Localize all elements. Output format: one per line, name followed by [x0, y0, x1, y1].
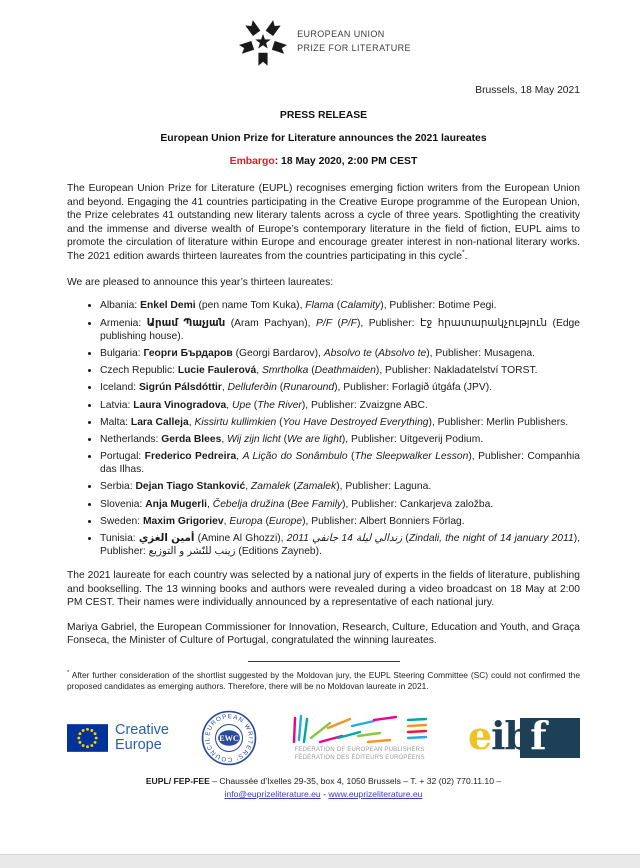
- laureate-segment: ,: [221, 433, 228, 445]
- laureate-segment: ), Publisher: Cankarjeva založba.: [342, 498, 494, 510]
- laureate-segment: زينب للنّشر و التوزيع: [148, 546, 236, 558]
- laureate-segment: Absolvo te: [378, 348, 427, 360]
- laureate-segment: ), Publisher: Musagena.: [426, 348, 535, 360]
- laureate-segment: Wij zijn licht: [227, 433, 281, 445]
- press-release-heading: PRESS RELEASE: [279, 110, 368, 121]
- footer-address: – Chaussée d’Ixelles 29-35, box 4, 1050 Brussels – T. + 32 (02) 770.11.10 –: [209, 775, 502, 786]
- ewc-ring-text: EUROPEAN WRITERS’ COUNCIL: [204, 713, 255, 763]
- laureate-segment: Runaround: [283, 382, 335, 394]
- ewc-center-text: EWC: [219, 733, 240, 743]
- laureate-segment: (: [371, 348, 379, 360]
- laureate-segment: (Aram Pachyan),: [225, 317, 316, 329]
- laureate-segment: ), Publisher: Էջ հրատարակչություն (Edge publishing house).: [100, 317, 580, 343]
- laureate-segment: Portugal:: [100, 450, 145, 462]
- laureate-segment: (Amine Al Ghozzi),: [194, 532, 287, 544]
- laureate-segment: ), Publisher: Forlagið útgáfa (JPV).: [334, 382, 493, 394]
- laureate-segment: ), Publisher: Albert Bonniers Förlag.: [302, 515, 465, 527]
- eibf-letter-f: f: [530, 712, 546, 758]
- laureate-segment: P/F: [316, 317, 333, 329]
- laureate-segment: Anja Mugerli: [145, 498, 208, 510]
- laureate-segment: Maxim Grigoriev: [142, 515, 224, 527]
- laureate-segment: Europe: [268, 515, 303, 527]
- laureate-segment: ,: [207, 498, 213, 510]
- laureate-segment: ,: [223, 515, 230, 527]
- eu-flag-icon: [67, 724, 108, 752]
- laureate-segment: Gerda Blees: [161, 433, 222, 445]
- laureate-item: [100, 433, 580, 447]
- laureate-segment: ), Publisher: Zvaizgne ABC.: [301, 399, 428, 411]
- laureate-segment: P/F: [340, 317, 357, 329]
- congrats-paragraph: Mariya Gabriel, the European Commissioner for Innovation, Research, Culture, Education and Youth, and Graça Fonseca, the Minister of Culture of Portugal, congratulated the winning laureates.: [67, 621, 580, 647]
- eupl-brand-line2: PRIZE FOR LITERATURE: [297, 43, 411, 53]
- laureate-segment: (: [250, 399, 258, 411]
- laureate-segment: Calamity: [340, 300, 381, 312]
- laureate-segment: Čebelja družina: [212, 498, 285, 510]
- laureate-segment: Bee Family: [290, 498, 343, 510]
- laureate-segment: Zamalek: [250, 481, 291, 493]
- laureate-segment: Latvia:: [100, 399, 134, 411]
- laureate-segment: Bulgaria:: [100, 348, 144, 360]
- laureate-segment: You Have Destroyed Everything: [282, 416, 429, 428]
- creative-europe-logo: [67, 723, 169, 753]
- laureate-segment: A Lição do Sonâmbulo: [242, 450, 348, 462]
- laureate-segment: Flama: [305, 300, 334, 312]
- laureate-segment: ,: [221, 382, 228, 394]
- laureate-item: [100, 498, 580, 512]
- laureate-item: [100, 416, 580, 430]
- laureate-segment: (: [290, 481, 297, 493]
- embargo-label: Embargo: [229, 156, 275, 167]
- laureate-segment: We are light: [287, 433, 342, 445]
- footnote-text: After further consideration of the shortlist suggested by the Moldovan jury, the EUPL Steering Committee (SC) could not confirmed the proposed candidates as emerging authors. Therefore, there will be no Moldovan laureate in 2021.: [67, 669, 580, 691]
- laureate-segment: Malta:: [100, 416, 131, 428]
- laureate-segment: ,: [245, 481, 251, 493]
- laureate-segment: (: [402, 532, 409, 544]
- laureate-segment: Lucie Faulerová: [177, 365, 257, 377]
- laureate-segment: ), Publisher: Laguna.: [336, 481, 432, 493]
- footnote-divider: [248, 661, 400, 662]
- laureate-segment: Enkel Demi: [140, 300, 196, 312]
- laureate-segment: Europa: [229, 515, 263, 527]
- laureate-item: [100, 347, 580, 361]
- laureate-item: [100, 532, 580, 559]
- laureate-segment: Dejan Tiago Stanković: [135, 481, 246, 493]
- page-title: European Union Prize for Literature announces the 2021 laureates: [160, 133, 487, 144]
- footer: [67, 775, 580, 801]
- laureate-segment: Slovenia:: [100, 498, 146, 510]
- laureate-item: [100, 381, 580, 395]
- intro-suffix: .: [464, 250, 468, 262]
- laureate-segment: (: [262, 515, 269, 527]
- laureate-segment: Георги Бърдаров: [143, 348, 233, 360]
- fep-lines-icon: [290, 714, 430, 746]
- creative-europe-line1: Creative: [115, 721, 169, 738]
- partner-logos-row: [67, 707, 580, 769]
- laureate-segment: (Editions Zayneb).: [235, 546, 322, 558]
- laureate-segment: (: [276, 382, 284, 394]
- eupl-brand-line1: EUROPEAN UNION: [297, 29, 385, 40]
- laureate-segment: (: [332, 317, 341, 329]
- laureate-segment: Frederico Pedreira: [144, 450, 237, 462]
- selection-paragraph: The 2021 laureate for each country was selected by a national jury of experts in the fields of literature, publishing and bookselling. The 13 winning books and authors were revealed during a video broadcast on 18 May at 2:00 PM CEST. Their names were individually announced by a representative of each national jury.: [67, 569, 580, 609]
- laureate-item: [100, 480, 580, 494]
- intro-text: The European Union Prize for Literature (EUPL) recognises emerging fiction writers from the European Union and beyond. Engaging the 41 countries participating in the Creative Europe programme of the European Union, the Prize celebrates 41 outstanding new literary talents across a cycle of three years. Spotlighting the creativity and the immense and diverse wealth of Europe’s contemporary literature in the field of fiction, EUPL aims to promote the circulation of literature within Europe and encourage greater interest in non-national literary works. The 2021 edition awards thirteen laureates from the countries participating in this cycle: [67, 183, 580, 262]
- eibf-letter-b: b: [504, 712, 531, 758]
- laureate-segment: (: [308, 365, 315, 377]
- laureate-item: [100, 399, 580, 413]
- laureate-segment: Kissirtu kullimkien: [194, 416, 277, 428]
- creative-europe-line2: Europe: [115, 736, 162, 753]
- eibf-text: [468, 713, 546, 758]
- laureate-segment: ), Publisher: Uitgeverij Podium.: [341, 433, 484, 445]
- laureate-segment: Netherlands:: [100, 433, 162, 445]
- laureate-segment: Absolvo te: [323, 348, 372, 360]
- laureate-segment: زندالي ليلة 14 جانفي 2011: [286, 532, 403, 544]
- laureate-segment: (: [347, 450, 355, 462]
- intro-paragraph: [67, 182, 580, 264]
- laureate-item: [100, 364, 580, 378]
- footer-website-link[interactable]: www.euprizeliterature.eu: [328, 788, 423, 799]
- laureate-item: [100, 299, 580, 313]
- laureate-segment: Sigrún Pálsdóttir: [138, 382, 222, 394]
- laureate-segment: أمين الغزي: [138, 532, 195, 544]
- laureate-segment: ,: [226, 399, 233, 411]
- eibf-letter-i: i: [491, 712, 505, 758]
- eibf-logo: [462, 712, 580, 760]
- eupl-star-emblem: [236, 14, 290, 70]
- laureate-item: [100, 515, 580, 529]
- laureate-segment: ), Publisher:: [100, 532, 580, 558]
- laureate-segment: Sweden:: [100, 515, 143, 527]
- laureate-segment: ,: [236, 450, 243, 462]
- laureate-segment: (: [276, 416, 283, 428]
- laureate-segment: ,: [188, 416, 195, 428]
- laureate-segment: (pen name Tom Kuka),: [195, 300, 306, 312]
- laureate-segment: The Sleepwalker Lesson: [354, 450, 469, 462]
- laureate-segment: Lara Calleja: [130, 416, 189, 428]
- laureate-segment: Delluferðin: [227, 382, 277, 394]
- laureate-segment: (: [280, 433, 288, 445]
- laureate-segment: Tunisia:: [100, 532, 139, 544]
- dateline: Brussels, 18 May 2021: [475, 85, 580, 96]
- laureate-segment: ), Publisher: Merlin Publishers.: [428, 416, 569, 428]
- laureate-segment: Zamalek: [296, 481, 337, 493]
- laureate-segment: ), Publisher: Companhia das Ilhas.: [100, 450, 581, 476]
- laureate-segment: (Georgi Bardarov),: [232, 348, 324, 360]
- eupl-brand: [67, 8, 580, 76]
- footer-email-link[interactable]: info@euprizeliterature.eu: [224, 788, 321, 799]
- laureate-segment: Armenia:: [100, 317, 147, 329]
- laureate-segment: Czech Republic:: [100, 365, 178, 377]
- embargo-line: [67, 156, 580, 167]
- footer-org: EUPL/ FEP-FEE: [145, 775, 210, 786]
- laureate-segment: Zindali, the night of 14 january 2011: [408, 532, 574, 544]
- laureate-item: [100, 317, 580, 344]
- creative-europe-label: [115, 723, 169, 753]
- fep-caption: [295, 746, 425, 762]
- embargo-rest: : 18 May 2020, 2:00 PM CEST: [274, 156, 418, 167]
- laureates-list: [67, 299, 580, 559]
- laureate-item: [100, 450, 580, 477]
- laureate-segment: ,: [256, 365, 262, 377]
- footnote-reference-mark: *: [461, 249, 465, 257]
- laureate-segment: Upe: [232, 399, 251, 411]
- fep-caption-line2: FÉDÉRATION DES ÉDITEURS EUROPÉENS: [294, 754, 425, 761]
- fep-logo: [290, 714, 430, 762]
- laureate-segment: Արամ Պաչյան: [146, 317, 226, 329]
- announce-line: We are pleased to announce this year’s thirteen laureates:: [67, 276, 334, 288]
- european-writers-council-logo: [201, 710, 257, 766]
- laureate-segment: (: [284, 498, 291, 510]
- footer-link-separator: -: [320, 788, 329, 799]
- laureate-segment: Albania:: [100, 300, 141, 312]
- eupl-brand-text: [297, 28, 411, 56]
- laureate-segment: Deathmaiden: [314, 365, 376, 377]
- laureate-segment: The River: [257, 399, 302, 411]
- laureate-segment: ), Publisher: Botime Pegi.: [380, 300, 497, 312]
- fep-caption-line1: FEDERATION OF EUROPEAN PUBLISHERS: [294, 746, 425, 753]
- laureate-segment: ), Publisher: Nakladatelství TORST.: [375, 365, 538, 377]
- footnote-mark: *: [67, 670, 70, 677]
- laureate-segment: Iceland:: [100, 382, 139, 394]
- footnote: [67, 670, 580, 692]
- laureate-segment: Serbia:: [100, 481, 136, 493]
- laureate-segment: (: [333, 300, 341, 312]
- eibf-letter-e: e: [467, 712, 492, 758]
- laureate-segment: Laura Vinogradova: [133, 399, 227, 411]
- laureate-segment: Smrtholka: [261, 365, 309, 377]
